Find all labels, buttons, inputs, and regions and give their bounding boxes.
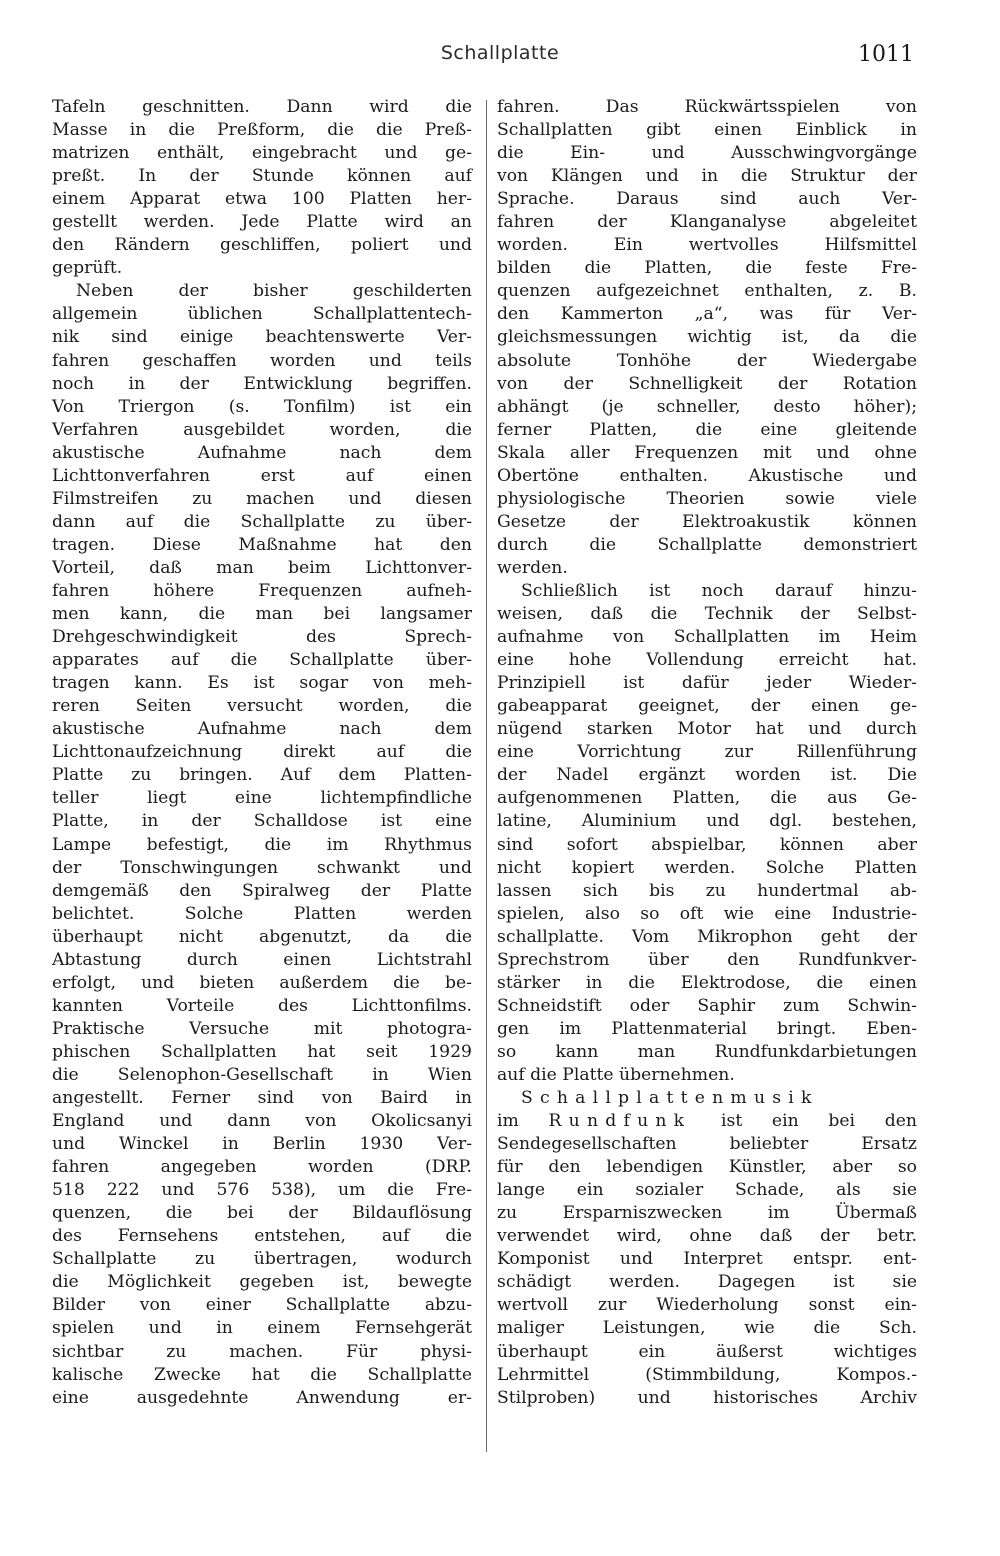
- text-line: noch in der Entwicklung begriffen.: [52, 373, 472, 394]
- text-line: wertvoll zur Wiederholung sonst ein-: [497, 1295, 917, 1316]
- text-line: der Tonschwingungen schwankt und: [52, 857, 472, 878]
- text-line: Sprechstrom über den Rundfunkver-: [497, 949, 917, 970]
- text-line: quenzen, die bei der Bildauflösung: [52, 1203, 472, 1224]
- text-line: gabeapparat geeignet, der einen ge-: [497, 696, 917, 717]
- text-line: für den lebendigen Künstler, aber so: [497, 1157, 917, 1178]
- text-line: fahren höhere Frequenzen aufneh-: [52, 580, 472, 601]
- text-line: aufgenommenen Platten, die aus Ge-: [497, 788, 917, 809]
- text-line: eine hohe Vollendung erreicht hat.: [497, 650, 917, 671]
- text-line: kalische Zwecke hat die Schallplatte: [52, 1364, 472, 1385]
- text-line: weisen, daß die Technik der Selbst-: [497, 604, 917, 625]
- text-line: allgemein üblichen Schallplattentech-: [52, 304, 472, 325]
- text-line: des Fernsehens entstehen, auf die: [52, 1226, 472, 1247]
- text-line: Obertöne enthalten. Akustische und: [497, 465, 917, 486]
- text-line: gestellt werden. Jede Platte wird an: [52, 212, 472, 233]
- text-line: abhängt (je schneller, desto höher);: [497, 396, 917, 417]
- text-line: schallplatte. Vom Mikrophon geht der: [497, 926, 917, 947]
- text-line: Platte zu bringen. Auf dem Platten-: [52, 765, 472, 786]
- text-line: Schließlich ist noch darauf hinzu-: [521, 580, 917, 601]
- text-line: sichtbar zu machen. Für physi-: [52, 1341, 472, 1362]
- text-line: ferner Platten, die eine gleitende: [497, 419, 917, 440]
- text-line: Stilproben) und historisches Archiv: [497, 1387, 917, 1408]
- left-column: [52, 96, 472, 1410]
- text-line: Lichttonaufzeichnung direkt auf die: [52, 742, 472, 763]
- text-line: sind sofort abspielbar, können aber: [497, 834, 917, 855]
- text-line: Skala aller Frequenzen mit und ohne: [497, 442, 917, 463]
- text-line: Tafeln geschnitten. Dann wird die: [52, 97, 472, 117]
- text-line: überhaupt nicht abgenutzt, da die: [52, 926, 472, 947]
- text-line: Schallplatten gibt einen Einblick in: [497, 120, 917, 141]
- text-line: fahren der Klanganalyse abgeleitet: [497, 212, 917, 233]
- text-line: men kann, die man bei langsamer: [52, 604, 472, 625]
- text-line: nik sind einige beachtenswerte Ver-: [52, 327, 472, 348]
- text-line: die Ein- und Ausschwingvorgänge: [497, 143, 917, 164]
- column-divider: [486, 100, 487, 1452]
- text-line: fahren angegeben worden (DRP.: [52, 1157, 472, 1178]
- text-line: belichtet. Solche Platten werden: [52, 903, 472, 924]
- text-line: latine, Aluminium und dgl. bestehen,: [497, 811, 917, 832]
- text-line: Masse in die Preßform, die die Preß-: [52, 120, 472, 141]
- text-line: angestellt. Ferner sind von Baird in: [52, 1088, 472, 1109]
- text-line: Schallplatte zu übertragen, wodurch: [52, 1249, 472, 1270]
- text-line: der Nadel ergänzt worden ist. Die: [497, 765, 917, 786]
- text-line: den Rändern geschliffen, poliert und: [52, 235, 472, 256]
- running-head: Schallplatte: [440, 42, 560, 64]
- text-line: worden. Ein wertvolles Hilfsmittel: [497, 235, 917, 256]
- right-column: [497, 96, 917, 1410]
- text-line: Platte, in der Schalldose ist eine: [52, 811, 472, 832]
- text-line: Verfahren ausgebildet worden, die: [52, 419, 472, 440]
- text-line: zu Ersparniszwecken im Übermaß: [497, 1203, 917, 1224]
- text-line: Von Triergon (s. Tonfilm) ist ein: [52, 396, 472, 417]
- text-line: so kann man Rundfunkdarbietungen: [497, 1041, 917, 1062]
- text-line: Abtastung durch einen Lichtstrahl: [52, 949, 472, 970]
- text-line: Schallplattenmusik: [521, 1088, 819, 1109]
- text-line: von der Schnelligkeit der Rotation: [497, 373, 917, 394]
- text-line: von Klängen und in die Struktur der: [497, 166, 917, 187]
- text-line: Drehgeschwindigkeit des Sprech-: [52, 627, 472, 648]
- text-line: eine Vorrichtung zur Rillenführung: [497, 742, 917, 763]
- text-line: Neben der bisher geschilderten: [76, 281, 472, 302]
- text-line: den Kammerton „a“, was für Ver-: [497, 304, 917, 325]
- text-line: demgemäß den Spiralweg der Platte: [52, 880, 472, 901]
- text-line: akustische Aufnahme nach dem: [52, 442, 472, 463]
- text-line: apparates auf die Schallplatte über-: [52, 650, 472, 671]
- text-line: eine ausgedehnte Anwendung er-: [52, 1387, 472, 1408]
- text-line: England und dann von Okolicsanyi: [52, 1111, 472, 1132]
- text-line: maliger Leistungen, wie die Sch.: [497, 1318, 917, 1339]
- text-line: akustische Aufnahme nach dem: [52, 719, 472, 740]
- text-line: nicht kopiert werden. Solche Platten: [497, 857, 917, 878]
- text-line: fahren geschaffen worden und teils: [52, 350, 472, 371]
- text-line: dann auf die Schallplatte zu über-: [52, 511, 472, 532]
- text-line: Lehrmittel (Stimmbildung, Kompos.-: [497, 1364, 917, 1385]
- text-line: spielen, also so oft wie eine Industrie-: [497, 903, 917, 924]
- text-line: matrizen enthält, eingebracht und ge-: [52, 143, 472, 164]
- text-line: bilden die Platten, die feste Fre-: [497, 258, 917, 279]
- text-line: auf die Platte übernehmen.: [497, 1064, 735, 1085]
- text-line: Schneidstift oder Saphir zum Schwin-: [497, 995, 917, 1016]
- text-line: reren Seiten versucht worden, die: [52, 696, 472, 717]
- text-line: spielen und in einem Fernsehgerät: [52, 1318, 472, 1339]
- text-line: schädigt werden. Dagegen ist sie: [497, 1272, 917, 1293]
- text-line: tragen kann. Es ist sogar von meh-: [52, 673, 472, 694]
- text-line: überhaupt ein äußerst wichtiges: [497, 1341, 917, 1362]
- text-line: lange ein sozialer Schade, als sie: [497, 1180, 917, 1201]
- text-line: und Winckel in Berlin 1930 Ver-: [52, 1134, 472, 1155]
- text-line: werden.: [497, 557, 568, 578]
- text-line: stärker in die Elektrodose, die einen: [497, 972, 917, 993]
- text-line: Lichttonverfahren erst auf einen: [52, 465, 472, 486]
- text-line: aufnahme von Schallplatten im Heim: [497, 627, 917, 648]
- text-line: fahren. Das Rückwärtsspielen von: [497, 97, 917, 117]
- text-line: Lampe befestigt, die im Rhythmus: [52, 834, 472, 855]
- text-line: erfolgt, und bieten außerdem die be-: [52, 972, 472, 993]
- text-line: teller liegt eine lichtempfindliche: [52, 788, 472, 809]
- text-line: phischen Schallplatten hat seit 1929: [52, 1041, 472, 1062]
- text-line: Sprache. Daraus sind auch Ver-: [497, 189, 917, 210]
- text-line: tragen. Diese Maßnahme hat den: [52, 534, 472, 555]
- text-line: lassen sich bis zu hundertmal ab-: [497, 880, 917, 901]
- text-line: absolute Tonhöhe der Wiedergabe: [497, 350, 917, 371]
- text-line: gen im Plattenmaterial bringt. Eben-: [497, 1018, 917, 1039]
- text-line: die Selenophon-Gesellschaft in Wien: [52, 1064, 472, 1085]
- text-line: Bilder von einer Schallplatte abzu-: [52, 1295, 472, 1316]
- text-line: Komponist und Interpret entspr. ent-: [497, 1249, 917, 1270]
- text-line: kannten Vorteile des Lichttonfilms.: [52, 995, 472, 1016]
- text-line: Sendegesellschaften beliebter Ersatz: [497, 1134, 917, 1155]
- text-line: gleichsmessungen wichtig ist, da die: [497, 327, 917, 348]
- text-line: Vorteil, daß man beim Lichttonver-: [52, 557, 472, 578]
- text-line: im Rundfunk ist ein bei den: [497, 1111, 917, 1132]
- text-line: durch die Schallplatte demonstriert: [497, 534, 917, 555]
- text-line: quenzen aufgezeichnet enthalten, z. B.: [497, 281, 917, 302]
- text-line: verwendet wird, ohne daß der betr.: [497, 1226, 917, 1247]
- text-line: geprüft.: [52, 258, 123, 279]
- text-line: Praktische Versuche mit photogra-: [52, 1018, 472, 1039]
- text-line: physiologische Theorien sowie viele: [497, 488, 917, 509]
- text-line: nügend starken Motor hat und durch: [497, 719, 917, 740]
- text-line: einem Apparat etwa 100 Platten her-: [52, 189, 472, 210]
- text-line: Prinzipiell ist dafür jeder Wieder-: [497, 673, 917, 694]
- text-line: 518 222 und 576 538), um die Fre-: [52, 1180, 472, 1201]
- page-number: 1011: [858, 42, 914, 67]
- text-line: preßt. In der Stunde können auf: [52, 166, 472, 187]
- text-line: die Möglichkeit gegeben ist, bewegte: [52, 1272, 472, 1293]
- text-line: Filmstreifen zu machen und diesen: [52, 488, 472, 509]
- text-line: Gesetze der Elektroakustik können: [497, 511, 917, 532]
